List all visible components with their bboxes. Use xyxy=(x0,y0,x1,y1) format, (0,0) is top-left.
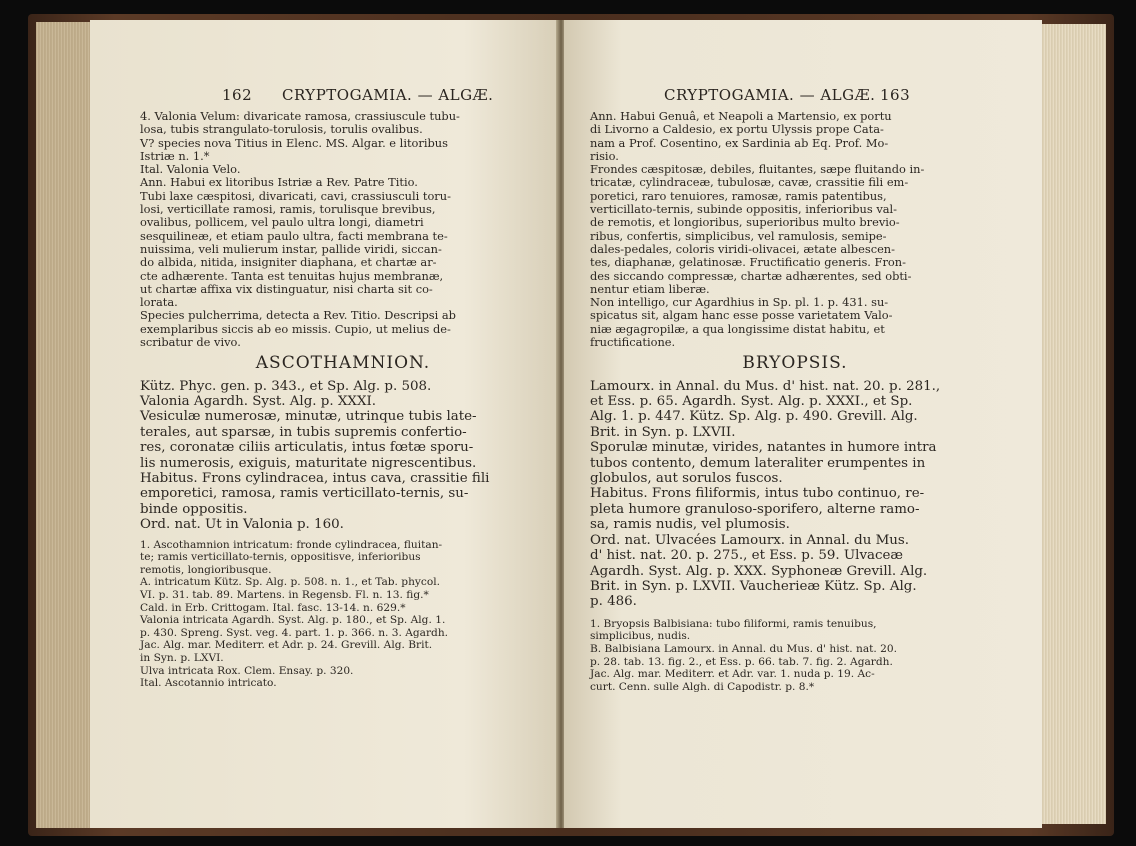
text-line: tes, diaphanæ, gelatinosæ. Fructificatio generis. Fron- xyxy=(590,255,906,270)
page-edges-right xyxy=(1040,24,1106,824)
text-line: ribus, confertis, simplicibus, vel ramulosis, semipe- xyxy=(590,228,887,243)
text-line: de remotis, et longioribus, superioribus multo brevio- xyxy=(590,215,900,230)
text-line: Jac. Alg. mar. Mediterr. et Adr. var. 1. nuda p. 19. Ac- xyxy=(590,668,875,681)
text-line: remotis, longioribusque. xyxy=(140,563,272,576)
text-line: scribatur de vivo. xyxy=(140,335,241,350)
text-line: ut chartæ affixa vix distinguatur, nisi charta sit co- xyxy=(140,281,433,296)
text-line: curt. Cenn. sulle Algh. di Capodistr. p. 8.* xyxy=(590,680,815,693)
text-line: Ital. Ascotannio intricato. xyxy=(140,677,277,690)
text-line: Frondes cæspitosæ, debiles, fluitantes, sæpe fluitando in- xyxy=(590,162,925,177)
text-line: do albida, nitida, insigniter diaphana, et chartæ ar- xyxy=(140,255,437,270)
text-line: Ital. Valonia Velo. xyxy=(140,162,241,177)
text-line: Lamourx. in Annal. du Mus. d' hist. nat. 20. p. 281., xyxy=(590,378,941,394)
text-line: spicatus sit, algam hanc esse posse varietatem Valo- xyxy=(590,308,893,323)
right-genus-block xyxy=(590,379,1000,610)
text-line: res, coronatæ ciliis articulatis, intus fœtæ sporu- xyxy=(140,440,474,456)
text-line: 1. Bryopsis Balbisiana: tubo filiformi, ramis tenuibus, xyxy=(590,617,877,630)
text-line: te; ramis verticillato-ternis, oppositisve, inferioribus xyxy=(140,551,421,564)
text-line: Tubi laxe cæspitosi, divaricati, cavi, crassiusculi toru- xyxy=(140,188,451,203)
right-page-header: CRYPTOGAMIA. — ALGÆ. xyxy=(664,86,876,104)
text-line: losa, tubis strangulato-torulosis, torulis ovalibus. xyxy=(140,122,423,137)
text-line: ovalibus, pollicem, vel paulo ultra longi, diametri xyxy=(140,215,424,230)
right-species-block xyxy=(590,618,1000,694)
text-line: p. 486. xyxy=(590,594,637,610)
text-line: fructificatione. xyxy=(590,335,676,350)
section-title-bryopsis: BRYOPSIS. xyxy=(742,353,848,374)
text-line: Kütz. Phyc. gen. p. 343., et Sp. Alg. p. 508. xyxy=(140,378,432,394)
text-line: 1. Ascothamnion intricatum: fronde cylindracea, fluitan- xyxy=(140,538,443,551)
text-line: p. 430. Spreng. Syst. veg. 4. part. 1. p. 366. n. 3. Agardh. xyxy=(140,626,449,639)
text-line: Valonia intricata Agardh. Syst. Alg. p. 180., et Sp. Alg. 1. xyxy=(140,614,446,627)
text-line: sesquilineæ, et etiam paulo ultra, facti membrana te- xyxy=(140,228,448,243)
right-page xyxy=(564,20,1042,828)
text-line: Valonia Agardh. Syst. Alg. p. XXXI. xyxy=(140,394,377,410)
text-line: A. intricatum Kütz. Sp. Alg. p. 508. n. 1., et Tab. phycol. xyxy=(140,576,440,589)
text-line: Ann. Habui ex litoribus Istriæ a Rev. Patre Titio. xyxy=(140,175,418,190)
text-line: cte adhærente. Tanta est tenuitas hujus membranæ, xyxy=(140,268,444,283)
text-line: Ulva intricata Rox. Clem. Ensay. p. 320. xyxy=(140,664,354,677)
text-line: losi, verticillate ramosi, ramis, torulisque brevibus, xyxy=(140,202,436,217)
text-line: simplicibus, nudis. xyxy=(590,630,691,643)
text-line: 4. Valonia Velum: divaricate ramosa, crassiuscule tubu- xyxy=(140,109,460,123)
text-line: Ord. nat. Ut in Valonia p. 160. xyxy=(140,517,344,533)
text-line: nam a Prof. Cosentino, ex Sardinia ab Eq. Prof. Mo- xyxy=(590,135,889,150)
text-line: Habitus. Frons filiformis, intus tubo continuo, re- xyxy=(590,486,925,502)
left-page-body xyxy=(140,110,546,690)
text-line: di Livorno a Caldesio, ex portu Ulyssis prope Cata- xyxy=(590,122,884,137)
text-line: binde oppositis. xyxy=(140,501,248,517)
text-line: Jac. Alg. mar. Mediterr. et Adr. p. 24. Grevill. Alg. Brit. xyxy=(140,639,433,652)
left-page-header: CRYPTOGAMIA. — ALGÆ. xyxy=(282,86,494,104)
text-line: niæ ægagropilæ, a qua longissime distat habitu, et xyxy=(590,321,885,336)
text-line: Cald. in Erb. Crittogam. Ital. fasc. 13-14. n. 629.* xyxy=(140,601,406,614)
section-title-ascothamnion: ASCOTHAMNION. xyxy=(255,353,431,374)
text-line: Brit. in Syn. p. LXVII. xyxy=(590,424,736,440)
left-page-number: 162 xyxy=(222,86,253,104)
left-page xyxy=(90,20,558,828)
text-line: Agardh. Syst. Alg. p. XXX. Syphoneæ Grevill. Alg. xyxy=(590,563,928,579)
text-line: tricatæ, cylindraceæ, tubulosæ, cavæ, crassitie fili em- xyxy=(590,175,909,190)
text-line: globulos, aut sorulos fuscos. xyxy=(590,471,783,487)
text-line: nuissima, veli mulierum instar, pallide viridi, siccan- xyxy=(140,241,442,256)
text-line: Vesiculæ numerosæ, minutæ, utrinque tubis late- xyxy=(140,409,477,425)
left-text-block xyxy=(140,110,546,349)
text-line: sa, ramis nudis, vel plumosis. xyxy=(590,517,790,533)
text-line: exemplaribus siccis ab eo missis. Cupio, ut melius de- xyxy=(140,321,451,336)
text-line: dales-pedales, coloris viridi-olivacei, ætate albescen- xyxy=(590,241,895,256)
text-line: Ann. Habui Genuâ, et Neapoli a Martensio, ex portu xyxy=(590,109,892,123)
right-page-body xyxy=(590,110,1000,693)
text-line: tubos contento, demum lateraliter erumpentes in xyxy=(590,455,926,471)
text-line: p. 28. tab. 13. fig. 2., et Ess. p. 66. tab. 7. fig. 2. Agardh. xyxy=(590,655,893,668)
page-edges-left xyxy=(36,22,94,828)
text-line: Non intelligo, cur Agardhius in Sp. pl. 1. p. 431. su- xyxy=(590,295,889,310)
text-line: risio. xyxy=(590,148,619,163)
text-line: pleta humore granuloso-sporifero, alterne ramo- xyxy=(590,501,920,517)
text-line: Species pulcherrima, detecta a Rev. Titio. Descripsi ab xyxy=(140,308,456,323)
text-line: V? species nova Titius in Elenc. MS. Algar. e litoribus xyxy=(140,135,448,150)
text-line: Ord. nat. Ulvacées Lamourx. in Annal. du Mus. xyxy=(590,532,910,548)
text-line: lis numerosis, exiguis, maturitate nigrescentibus. xyxy=(140,455,477,471)
text-line: d' hist. nat. 20. p. 275., et Ess. p. 59. Ulvaceæ xyxy=(590,548,904,564)
text-line: lorata. xyxy=(140,295,178,310)
text-line: Habitus. Frons cylindracea, intus cava, crassitie fili xyxy=(140,471,490,487)
text-line: Brit. in Syn. p. LXVII. Vaucherieæ Kütz. Sp. Alg. xyxy=(590,578,917,594)
right-page-number: 163 xyxy=(880,86,911,104)
text-line: Alg. 1. p. 447. Kütz. Sp. Alg. p. 490. Grevill. Alg. xyxy=(590,409,918,425)
text-line: B. Balbisiana Lamourx. in Annal. du Mus. d' hist. nat. 20. xyxy=(590,642,898,655)
left-genus-block xyxy=(140,379,546,533)
text-line: et Ess. p. 65. Agardh. Syst. Alg. p. XXXI., et Sp. xyxy=(590,394,913,410)
text-line: des siccando compressæ, chartæ adhærentes, sed obti- xyxy=(590,268,912,283)
text-line: in Syn. p. LXVI. xyxy=(140,652,224,665)
left-species-block xyxy=(140,539,546,690)
text-line: Istriæ n. 1.* xyxy=(140,148,210,163)
text-line: nentur etiam liberæ. xyxy=(590,281,710,296)
text-line: emporetici, ramosa, ramis verticillato-ternis, su- xyxy=(140,486,469,502)
text-line: poretici, raro tenuiores, ramosæ, ramis patentibus, xyxy=(590,188,887,203)
text-line: verticillato-ternis, subinde oppositis, inferioribus val- xyxy=(590,202,898,217)
right-text-block xyxy=(590,110,1000,349)
text-line: terales, aut sparsæ, in tubis supremis confertio- xyxy=(140,424,467,440)
text-line: Sporulæ minutæ, virides, natantes in humore intra xyxy=(590,440,937,456)
text-line: VI. p. 31. tab. 89. Martens. in Regensb. Fl. n. 13. fig.* xyxy=(140,589,429,602)
